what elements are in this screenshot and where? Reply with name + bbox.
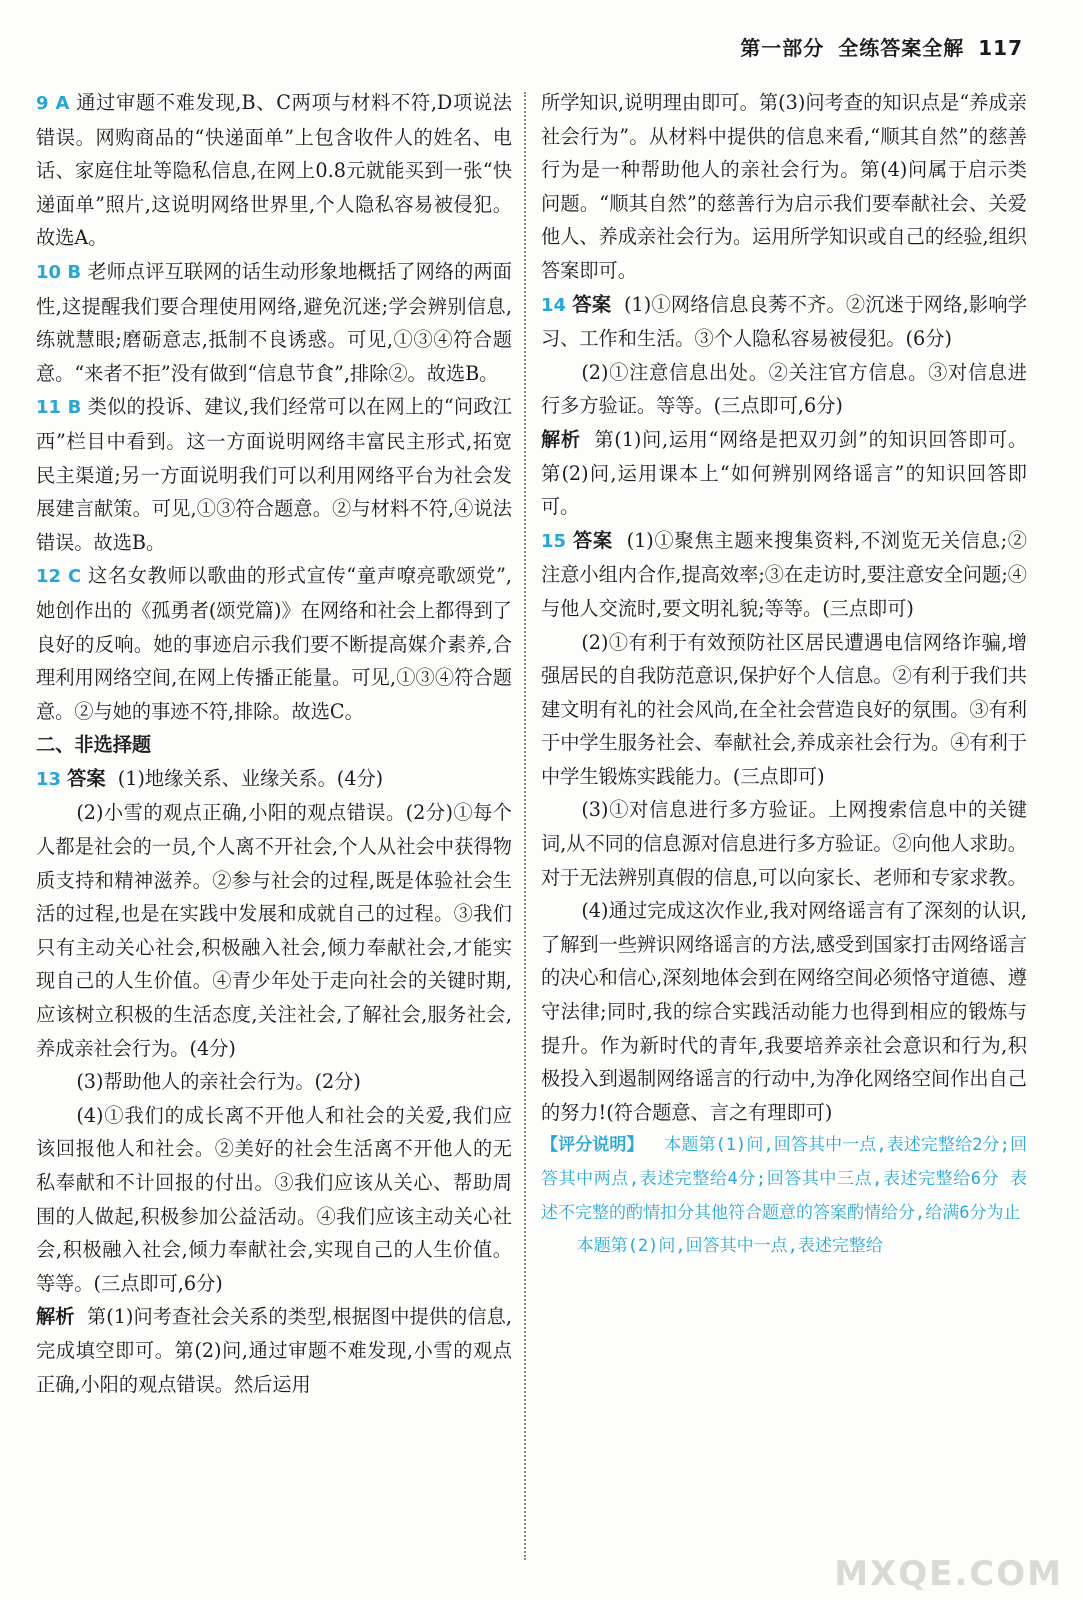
q9-number: 9 A	[36, 93, 70, 114]
q13-a4: (4)①我们的成长离不开他人和社会的关爱,我们应该回报他人和社会。②美好的社会生活离不开他人的无私奉献和不计回报的付出。③我们应该从关心、帮助周围的人做起,积极参加公益活动。④我们应该主动关心社会,积极融入社会,倾力奉献社会,实现自己的人生价值。等等。(三点即可,6分)	[36, 1103, 512, 1295]
q12-number: 12 C	[36, 566, 82, 588]
q15-a2: (2)①有利于有效预防社区居民遭遇电信网络诈骗,增强居民的自我防范意识,保护好个人信息。②有利于我们共建文明有礼的社会风尚,在全社会营造良好的氛围。③有利于中学生服务社会、奉献社会,养成亲社会行为。④有利于中学生锻炼实践能力。(三点即可)	[541, 630, 1027, 788]
scoring-note	[541, 1129, 1027, 1230]
answer-q9	[36, 86, 512, 255]
q11-number: 11 B	[36, 397, 82, 419]
left-column	[36, 86, 512, 1401]
q15-answer-label: 答案	[572, 528, 613, 552]
answer-q15-part1	[541, 524, 1027, 626]
q15-a1: (1)①聚焦主题来搜集资料,不浏览无关信息;②注意小组内合作,提高效率;③在走访时,要注意安全问题;④与他人交流时,要文明礼貌;等等。(三点即可)	[541, 528, 1027, 620]
page-number: 117	[978, 36, 1023, 60]
q13-analysis-continued: 所学知识,说明理由即可。第(3)问考查的知识点是“养成亲社会行为”。从材料中提供的信息来看,“顺其自然”的慈善行为是一种帮助他人的亲社会行为。第(4)问属于启示类问题。“顺其自然”的慈善行为启示我们要奉献社会、关爱他人、养成亲社会行为。运用所学知识或自己的经验,组织答案即可。	[541, 91, 1027, 282]
column-divider	[524, 92, 526, 1560]
q15-a4: (4)通过完成这次作业,我对网络谣言有了深刻的认识,了解到一些辨识网络谣言的方法,感受到国家打击网络谣言的决心和信心,深刻地体会到在网络空间必须恪守道德、遵守法律;同时,我的综合实践活动能力也得到相应的锻炼与提升。作为新时代的青年,我要培养亲社会意识和行为,积极投入到遏制网络谣言的行动中,为净化网络空间作出自己的努力!(符合题意、言之有理即可)	[541, 899, 1027, 1124]
q13-analysis-text: 第(1)问考查社会关系的类型,根据图中提供的信息,完成填空即可。第(2)问,通过审题不难发现,小雪的观点正确,小阳的观点错误。然后运用	[36, 1305, 512, 1396]
q15-number: 15	[541, 530, 567, 552]
q13-a3: (3)帮助他人的亲社会行为。(2分)	[76, 1070, 361, 1094]
answer-q12	[36, 559, 512, 728]
q13-analysis	[36, 1300, 512, 1401]
q13-a2: (2)小雪的观点正确,小阳的观点错误。(2分)①每个人都是社会的一员,个人离不开社会,个人从社会中获得物质支持和精神滋养。②参与社会的过程,既是体验社会生活的过程,也是在实践中发展和成就自己的过程。③我们只有主动关心社会,积极融入社会,倾力奉献社会,才能实现自己的人生价值。④青少年处于走向社会的关键时期,应该树立积极的生活态度,关注社会,了解社会,服务社会,养成亲社会行为。(4分)	[36, 801, 512, 1060]
scoring-note-tag: 【评分说明】	[541, 1135, 644, 1156]
section-heading: 二、非选择题	[36, 733, 152, 757]
q14-number: 14	[541, 294, 567, 316]
q13-answer-label: 答案	[67, 766, 106, 790]
q12-text: 这名女教师以歌曲的形式宣传“童声嘹亮歌颂党”,她创作出的《孤勇者(颂党篇)》在网络和社会上都得到了良好的反响。她的事迹启示我们要不断提高媒介素养,合理利用网络空间,在网上传播正能量。可见,①③④符合题意。②与她的事迹不符,排除。故选C。	[36, 564, 512, 723]
q10-text: 老师点评互联网的话生动形象地概括了网络的两面性,这提醒我们要合理使用网络,避免沉迷;学会辨别信息,练就慧眼;磨砺意志,抵制不良诱惑。可见,①③④符合题意。“来者不拒”没有做到“信息节食”,排除②。故选B。	[36, 259, 512, 385]
q14-analysis-text: 第(1)问,运用“网络是把双刃剑”的知识回答即可。第(2)问,运用课本上“如何辨别网络谣言”的知识回答即可。	[541, 427, 1028, 519]
right-column	[541, 86, 1027, 1264]
q11-text: 类似的投诉、建议,我们经常可以在网上的“问政江西”栏目中看到。这一方面说明网络丰富民主形式,拓宽民主渠道;另一方面说明我们可以利用网络平台为社会发展建言献策。可见,①③符合题意。②与材料不符,④说法错误。故选B。	[36, 395, 512, 554]
q9-text: 通过审题不难发现,B、C两项与材料不符,D项说法错误。网购商品的“快递面单”上包含收件人的姓名、电话、家庭住址等隐私信息,在网上0.8元就能买到一张“快递面单”照片,这说明网络世界里,个人隐私容易被侵犯。故选A。	[36, 91, 512, 250]
q14-analysis	[541, 423, 1027, 524]
q13-number: 13	[36, 768, 62, 790]
header-title: 全练答案全解	[838, 36, 965, 60]
scoring-note-2: 本题第(2)问,回答其中一点,表述完整给	[576, 1236, 883, 1257]
q14-a1: (1)①网络信息良莠不齐。②沉迷于网络,影响学习、工作和生活。③个人隐私容易被侵犯。(6分)	[541, 292, 1027, 351]
q10-number: 10 B	[36, 261, 82, 283]
answer-q10	[36, 255, 512, 390]
q14-answer-label: 答案	[572, 292, 612, 316]
q13-a1: (1)地缘关系、业缘关系。(4分)	[117, 766, 384, 790]
q13-analysis-label: 解析	[36, 1305, 75, 1329]
q14-analysis-label: 解析	[541, 427, 581, 451]
q15-a3: (3)①对信息进行多方验证。上网搜索信息中的关键词,从不同的信息源对信息进行多方验证。②向他人求助。对于无法辨别真假的信息,可以向家长、老师和专家求教。	[541, 798, 1027, 889]
watermark: MXQE.COM	[834, 1554, 1063, 1594]
q14-a2: (2)①注意信息出处。②关注官方信息。③对信息进行多方验证。等等。(三点即可,6分)	[541, 360, 1027, 418]
answer-q13-part1	[36, 762, 512, 797]
page-header	[740, 32, 1023, 61]
header-section: 第一部分	[740, 36, 825, 60]
scoring-note-text: 本题第(1)问,回答其中一点,表述完整给2分;回答其中两点,表述完整给4分;回答其中三点,表述完整给6分 表述不完整的酌情扣分其他符合题意的答案酌情给分,给满6分为止	[541, 1135, 1027, 1223]
answer-q11	[36, 390, 512, 559]
answer-q14-part1	[541, 288, 1027, 356]
